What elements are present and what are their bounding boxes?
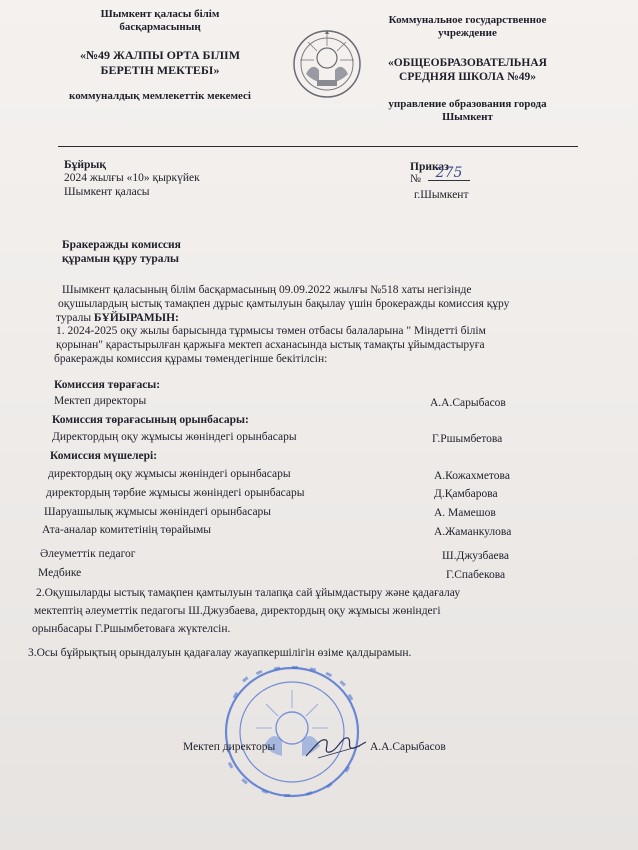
header-right-line6: Шымкент xyxy=(442,111,493,123)
point2-line1: 2.Оқушыларды ыстық тамақпен қамтылуын талапқа сай ұйымдастыру және қадағалау xyxy=(36,587,461,599)
header-divider xyxy=(58,146,578,147)
point3: 3.Осы бұйрықтың орындалуын қадағалау жауапкершілігін өзіме қалдырамын. xyxy=(28,647,412,659)
point2-line3: орынбасары Г.Ршымбетоваға жүктелсін. xyxy=(32,623,231,635)
body-p1-prefix: туралы xyxy=(56,312,92,324)
members-heading: Комиссия мүшелері: xyxy=(50,450,158,462)
header-left-line4: БЕРЕТІН МЕКТЕБІ» xyxy=(100,63,220,77)
header-russian xyxy=(360,14,575,124)
body-p1-line1: Шымкент қаласының білім басқармасының 09.09.2022 жылғы №518 хаты негізінде xyxy=(62,284,472,296)
body-p2-line1: 1. 2024-2025 оқу жылы барысында тұрмысы төмен отбасы балаларына " Міндетті білім xyxy=(56,325,486,337)
header-left-line5: коммуналдық мемлекеттік мекемесі xyxy=(69,90,251,102)
order-title-ru: Приказ xyxy=(410,161,449,173)
deputy-name: Г.Ршымбетова xyxy=(432,433,503,445)
header-left-line1: Шымкент қаласы білім xyxy=(100,8,220,20)
body-p1-line3 xyxy=(56,311,179,325)
order-number: 275 xyxy=(428,166,470,181)
subject-line2: құрамын құру туралы xyxy=(62,253,180,265)
header-right-line4: СРЕДНЯЯ ШКОЛА №49» xyxy=(399,71,536,83)
order-city-kz: Шымкент қаласы xyxy=(64,186,150,198)
body-p1-line2: оқушылардың ыстық тамақпен дұрыс қамтылуын бақылау үшін брокеражды комиссия құру xyxy=(58,298,510,310)
signature-name: А.А.Сарыбасов xyxy=(370,741,446,753)
body-p2-line2: қорынан" қарастырылған қаржыға мектеп асханасында ыстық тамақты ұйымдастыруға xyxy=(56,339,485,351)
order-title-kz: Бұйрық xyxy=(64,159,106,171)
member-role: Әлеуметтік педагог xyxy=(40,548,136,560)
body-p2-line3: бракеражды комиссия құрамы төмендегінше бекітілсін: xyxy=(54,353,328,365)
order-city-ru: г.Шымкент xyxy=(414,189,469,201)
subject-line1: Бракеражды комиссия xyxy=(62,239,181,251)
header-right-line1: Коммунальное государственное xyxy=(388,14,547,26)
header-left-line2: басқармасының xyxy=(119,21,201,33)
header-right-line3: «ОБЩЕОБРАЗОВАТЕЛЬНАЯ xyxy=(388,57,547,69)
header-kazakh xyxy=(60,8,260,103)
header-left-line3: «№49 ЖАЛПЫ ОРТА БІЛІМ xyxy=(79,48,241,62)
chair-name: А.А.Сарыбасов xyxy=(430,397,506,409)
member-role: директордың оқу жұмысы жөніндегі орынбасары xyxy=(48,468,291,480)
member-name: А. Мамешов xyxy=(434,507,496,519)
member-name: А.Жаманкулова xyxy=(434,526,512,538)
signature-role: Мектеп директоры xyxy=(183,741,276,753)
point2-line2: мектептің әлеуметтік педагогы Ш.Джузбаева, директордың оқу жұмысы жөніндегі xyxy=(34,605,441,617)
header-right-line5: управление образования города xyxy=(388,98,547,110)
chair-heading: Комиссия төрағасы: xyxy=(54,379,161,391)
signature-icon xyxy=(300,726,370,766)
header-right-line2: учреждение xyxy=(438,27,497,39)
member-name: Г.Спабекова xyxy=(446,569,506,581)
deputy-role: Директордың оқу жұмысы жөніндегі орынбасары xyxy=(52,431,297,443)
member-role: Ата-аналар комитетінің төрайымы xyxy=(42,524,211,536)
chair-role: Мектеп директоры xyxy=(54,395,147,407)
member-name: Ш.Джузбаева xyxy=(442,550,510,562)
member-role: Медбике xyxy=(38,567,82,579)
state-emblem-icon xyxy=(292,28,362,100)
order-number-label: № xyxy=(410,173,421,185)
deputy-heading: Комиссия төрағасының орынбасары: xyxy=(52,414,249,426)
member-name: Д.Қамбарова xyxy=(434,488,498,500)
member-role: директордың тәрбие жұмысы жөніндегі орынбасары xyxy=(46,487,305,499)
member-name: А.Кожахметова xyxy=(434,470,510,482)
decree-word: БҰЙЫРАМЫН: xyxy=(93,312,179,324)
order-date: 2024 жылғы «10» қыркүйек xyxy=(64,172,200,184)
member-role: Шаруашылық жұмысы жөніндегі орынбасары xyxy=(44,506,272,518)
